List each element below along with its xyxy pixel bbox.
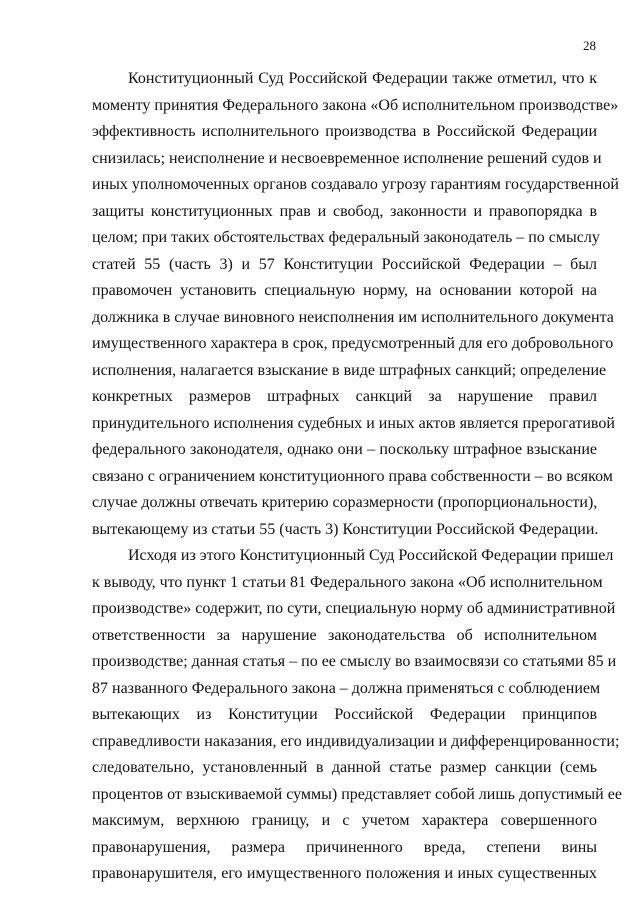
- text-line: снизилась; неисполнение и несвоевременное исполнение решений судов и: [92, 149, 602, 167]
- text-line: следовательно, установленный в данной статье размер санкции (семь: [92, 759, 597, 776]
- text-line: статей 55 (часть 3) и 57 Конституции Российской Федерации – был: [92, 255, 597, 273]
- text-line: правонарушения, размера причиненного вреда, степени вины: [92, 838, 597, 856]
- body-text: [92, 66, 622, 888]
- text-line: 87 названного Федерального закона – должна применяться с соблюдением: [92, 679, 601, 697]
- text-line: моменту принятия Федерального закона «Об исполнительном производстве»: [92, 96, 619, 114]
- text-line: принудительного исполнения судебных и иных актов является прерогативой: [92, 414, 615, 432]
- text-line: целом; при таких обстоятельствах федеральный законодатель – по смыслу: [92, 229, 600, 246]
- paragraph-1: [92, 66, 619, 543]
- text-line: связано с ограничением конституционного права собственности – во всяком: [92, 467, 613, 485]
- text-line: Конституционный Суд Российской Федерации также отметил, что к: [128, 70, 597, 87]
- text-line: производстве» содержит, по сути, специальную норму об административной: [92, 600, 616, 617]
- text-line: федерального законодателя, однако они – поскольку штрафное взыскание: [92, 441, 597, 458]
- text-line: исполнения, налагается взыскание в виде штрафных санкций; определение: [92, 361, 607, 379]
- text-line: правонарушителя, его имущественного положения и иных существенных: [92, 865, 597, 882]
- text-line: имущественного характера в срок, предусмотренный для его добровольного: [92, 335, 614, 352]
- text-line: случае должны отвечать критерию соразмерности (пропорциональности),: [92, 494, 598, 511]
- text-line: процентов от взыскиваемой суммы) представляет собой лишь допустимый ее: [92, 785, 622, 803]
- text-line: конкретных размеров штрафных санкций за нарушение правил: [92, 388, 597, 405]
- text-line: правомочен установить специальную норму, на основании которой на: [92, 282, 597, 299]
- text-line: эффективность исполнительного производства в Российской Федерации: [92, 123, 597, 140]
- text-line: вытекающих из Конституции Российской Федерации принципов: [92, 706, 597, 723]
- text-line: максимум, верхнюю границу, и с учетом характера совершенного: [92, 812, 597, 829]
- text-line: производстве; данная статья – по ее смыслу во взаимосвязи со статьями 85 и: [92, 653, 617, 670]
- text-line: Исходя из этого Конституционный Суд Российской Федерации пришел: [128, 547, 614, 564]
- text-line: вытекающему из статьи 55 (часть 3) Конституции Российской Федерации.: [92, 520, 599, 538]
- page-number: 28: [583, 38, 596, 53]
- text-line: справедливости наказания, его индивидуализации и дифференцированности;: [92, 732, 620, 750]
- text-line: ответственности за нарушение законодательства об исполнительном: [92, 626, 597, 644]
- paragraph-2: [92, 543, 622, 888]
- text-line: иных уполномоченных органов создавало угрозу гарантиям государственной: [92, 176, 619, 193]
- text-line: защиты конституционных прав и свобод, законности и правопорядка в: [92, 202, 597, 220]
- text-line: к выводу, что пункт 1 статьи 81 Федерального закона «Об исполнительном: [92, 573, 603, 591]
- text-line: должника в случае виновного неисполнения им исполнительного документа: [92, 308, 614, 326]
